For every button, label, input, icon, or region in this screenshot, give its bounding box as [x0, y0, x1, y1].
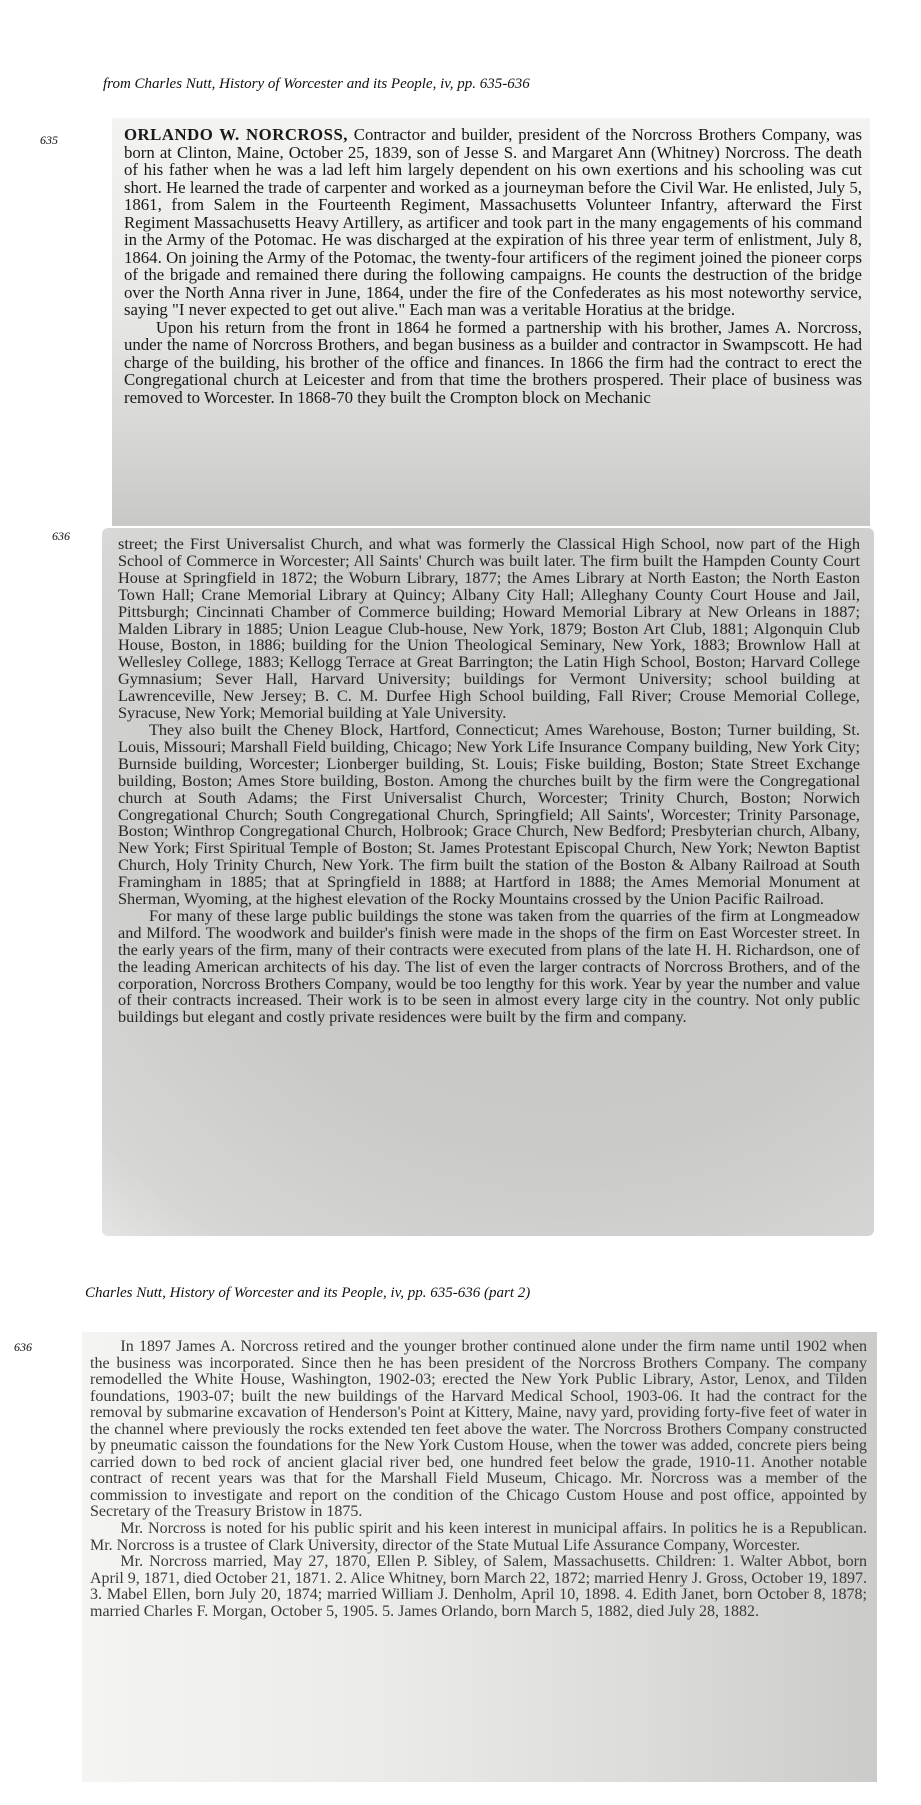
scanned-excerpt-page-636 — [102, 528, 874, 1236]
paragraph-churches: They also built the Cheney Block, Hartford, Connecticut; Ames Warehouse, Boston; Turner building, St. Louis, Missouri; Marshall Field building, Chicago; New York Life Insurance Company building, New York City; Burnside building, Worcester; Lionberger building, St. Louis; Fiske building, Boston; State Street Exchange building, Boston; Ames Store building, Boston. Among the churches built by the firm were the Congregational church at South Adams; the First Universalist Church, Worcester; Trinity Church, Boston; Norwich Congregational Church; South Congregational Church, Springfield; All Saints', Worcester; Trinity Parsonage, Boston; Winthrop Congregational Church, Holbrook; Grace Church, New Bedford; Presbyterian church, Albany, New York; First Spiritual Temple of Boston; St. James Protestant Episcopal Church, New York; Newton Baptist Church, Holy Trinity Church, New York. The firm built the station of the Boston & Albany Railroad at South Framingham in 1885; that at Springfield in 1888; at Hartford in 1888; the Ames Memorial Monument at Sherman, Wyoming, at the highest elevation of the Rocky Mountains crossed by the Union Pacific Railroad. — [118, 719, 860, 909]
paragraph-family: Mr. Norcross married, May 27, 1870, Ellen P. Sibley, of Salem, Massachusetts. Children: 1. Walter Abbot, born April 9, 1871, died October 21, 1871. 2. Alice Whitney, born March 22, 1872; married Henry J. Gross, October 19, 1897. 3. Mabel Ellen, born July 20, 1874; married William J. Denholm, April 10, 1898. 4. Edith Janet, born October 8, 1878; married Charles F. Morgan, October 5, 1905. 5. James Orlando, born March 5, 1882, died July 28, 1882. — [90, 1553, 867, 1620]
scanned-excerpt-page-635 — [112, 118, 870, 526]
subject-name: ORLANDO W. NORCROSS, — [124, 125, 348, 144]
paragraph-partnership: Upon his return from the front in 1864 he formed a partnership with his brother, James A. Norcross, under the name of Norcross Brothers, and began business as a builder and contractor in Swampscott. He had charge of the building, his brother of the office and finances. In 1866 the firm had the contract to erect the Congregational church at Leicester and from that time the brothers prospered. Their place of business was removed to Worcester. In 1868-70 they built the Crompton block on Mechanic — [124, 317, 862, 407]
paragraph-buildings: street; the First Universalist Church, and what was formerly the Classical High School, now part of the High School of Commerce in Worcester; All Saints' Church was built later. The firm built the Hampden County Court House at Springfield in 1872; the Woburn Library, 1877; the Ames Library at North Easton; the North Easton Town Hall; Crane Memorial Library at Quincy; Albany City Hall; Alleghany County Court House and Jail, Pittsburgh; Cincinnati Chamber of Commerce building; Howard Memorial Library at New Orleans in 1887; Malden Library in 1885; Union League Club-house, New York, 1879; Boston Art Club, 1881; Algonquin Club House, Boston, in 1886; building for the Union Theological Seminary, New York, 1883; Brownlow Hall at Wellesley College, 1883; Kellogg Terrace at Great Barrington; the Latin High School, Boston; Harvard College Gymnasium; Sever Hall, Harvard University; buildings for Vermont University; school building at Lawrenceville, New Jersey; B. C. M. Durfee High School building, Fall River; Crouse Memorial College, Syracuse, New York; Memorial building at Yale University. — [118, 534, 860, 723]
page-number-635: 635 — [40, 133, 58, 147]
page-number-636-part-2: 636 — [14, 1340, 32, 1354]
intro-text: Contractor and builder, president of the Norcross Brothers Company, was born at Clinton, Maine, October 25, 1839, son of Jesse S. and Margaret Ann (Whitney) Norcross. The death of his father when he was a lad left him largely dependent on his own exertions and his schooling was cut short. He learned the trade of carpenter and worked as a journeyman before the Civil War. He enlisted, July 5, 1861, from Salem in the Fourteenth Regiment, Massachusetts Volunteer Infantry, afterward the First Regiment Massachusetts Heavy Artillery, as artificer and took part in the many engagements of his command in the Army of the Potomac. He was discharged at the expiration of his three year term of enlistment, July 8, 1864. On joining the Army of the Potomac, the twenty-four artificers of the regiment joined the pioneer corps of the brigade and remained there during the following campaigns. He counts the destruction of the bridge over the North Anna river in June, 1864, under the fire of the Confederates as his most noteworthy service, saying "I never expected to get out alive." Each man was a veritable Horatius at the bridge. — [124, 125, 862, 319]
source-caption-part-2: Charles Nutt, History of Worcester and its People, iv, pp. 635-636 (part 2) — [85, 1285, 531, 1301]
paragraph-quarries: For many of these large public buildings the stone was taken from the quarries of the firm at Longmeadow and Milford. The woodwork and builder's finish were made in the shops of the firm on East Worcester street. In the early years of the firm, many of their contracts were executed from plans of the late H. H. Richardson, one of the leading American architects of his day. The list of even the larger contracts of Norcross Brothers, and of the corporation, Norcross Brothers Company, would be too lengthy for this work. Year by year the number and value of their contracts increased. Their work is to be seen in almost every large city in the country. Not only public buildings but elegant and costly private residences were built by the firm and company. — [118, 905, 860, 1027]
paragraph-intro — [124, 126, 862, 319]
scanned-excerpt-part-2 — [82, 1332, 877, 1782]
paragraph-incorporation: In 1897 James A. Norcross retired and the younger brother continued alone under the firm name until 1902 when the business was incorporated. Since then he has been president of the Norcross Brothers Company. The company remodelled the White House, Washington, 1902-03; erected the New York Public Library, Astor, Lenox, and Tilden foundations, 1903-07; built the new buildings of the Harvard Medical School, 1903-06. It had the contract for the removal by submarine excavation of Henderson's Point at Kittery, Maine, navy yard, providing forty-five feet of water in the channel where previously the rocks extended ten feet above the water. The Norcross Brothers Company constructed by pneumatic caisson the foundations for the New York Custom House, when the tower was added, concrete piers being carried down to bed rock of ancient glacial river bed, one hundred feet below the grade, 1910-11. Another notable contract of recent years was that for the Marshall Field Museum, Chicago. Mr. Norcross was a member of the commission to investigate and report on the condition of the Chicago Custom House and post office, appointed by Secretary of the Treasury Bristow in 1875. — [90, 1338, 867, 1521]
page-number-636: 636 — [52, 529, 70, 543]
paragraph-public-spirit: Mr. Norcross is noted for his public spirit and his keen interest in municipal affairs. In politics he is a Republican. Mr. Norcross is a trustee of Clark University, director of the State Mutual Life Assurance Company, Worcester. — [90, 1520, 867, 1554]
source-caption-top: from Charles Nutt, History of Worcester and its People, iv, pp. 635-636 — [103, 76, 530, 92]
